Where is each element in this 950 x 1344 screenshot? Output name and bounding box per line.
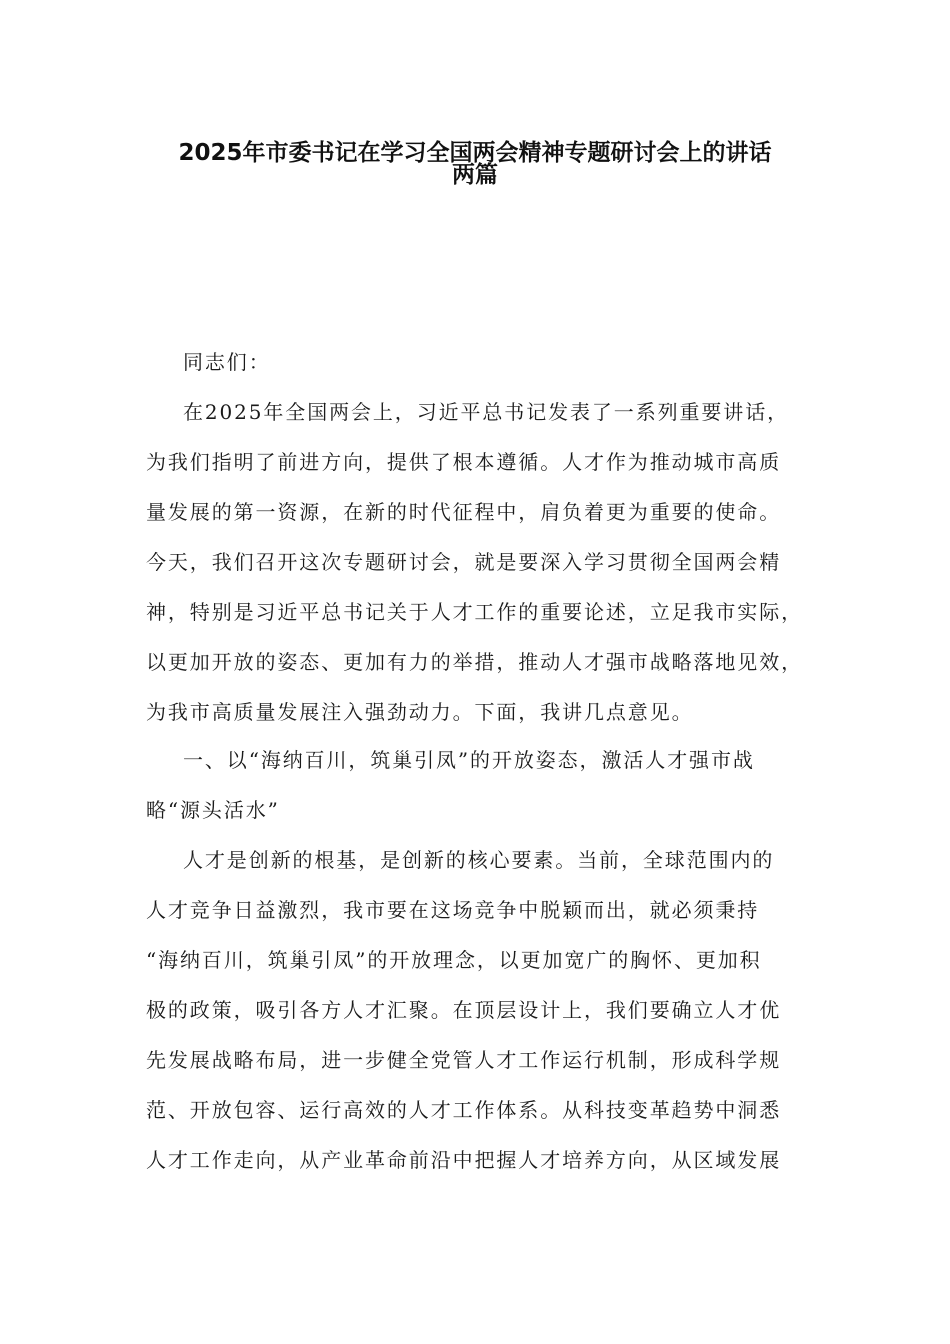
- paragraph-line: 以更加开放的姿态、更加有力的举措，推动人才强市战略落地见效，: [146, 650, 803, 674]
- paragraph-line: 量发展的第一资源，在新的时代征程中，肩负着更为重要的使命。: [146, 500, 782, 524]
- paragraph-line: 神，特别是习近平总书记关于人才工作的重要论述，立足我市实际，: [146, 600, 803, 624]
- paragraph-line: 今天，我们召开这次专题研讨会，就是要深入学习贯彻全国两会精: [146, 550, 782, 574]
- salutation: 同志们：: [183, 350, 271, 374]
- paragraph-line: 为我市高质量发展注入强劲动力。下面，我讲几点意见。: [146, 700, 694, 724]
- paragraph-line: 极的政策，吸引各方人才汇聚。在顶层设计上，我们要确立人才优: [146, 998, 782, 1022]
- paragraph-line: 在2025年全国两会上，习近平总书记发表了一系列重要讲话，: [183, 400, 789, 424]
- document-title-line-1: 2025年市委书记在学习全国两会精神专题研讨会上的讲话: [178, 140, 772, 166]
- paragraph-line: 人才工作走向，从产业革命前沿中把握人才培养方向，从区域发展: [146, 1148, 782, 1172]
- paragraph-line: 范、开放包容、运行高效的人才工作体系。从科技变革趋势中洞悉: [146, 1098, 782, 1122]
- document-title-line-2: 两篇: [452, 162, 498, 188]
- paragraph-line: 先发展战略布局，进一步健全党管人才工作运行机制，形成科学规: [146, 1048, 782, 1072]
- section-heading-line: 略“源头活水”: [146, 798, 280, 822]
- section-heading-line: 一、以“海纳百川，筑巢引凤”的开放姿态，激活人才强市战: [183, 748, 755, 772]
- paragraph-line: 人才是创新的根基，是创新的核心要素。当前，全球范围内的: [183, 848, 775, 872]
- paragraph-line: 为我们指明了前进方向，提供了根本遵循。人才作为推动城市高质: [146, 450, 782, 474]
- paragraph-line: 人才竞争日益激烈，我市要在这场竞争中脱颖而出，就必须秉持: [146, 898, 760, 922]
- paragraph-line: “海纳百川，筑巢引凤”的开放理念，以更加宽广的胸怀、更加积: [146, 948, 762, 972]
